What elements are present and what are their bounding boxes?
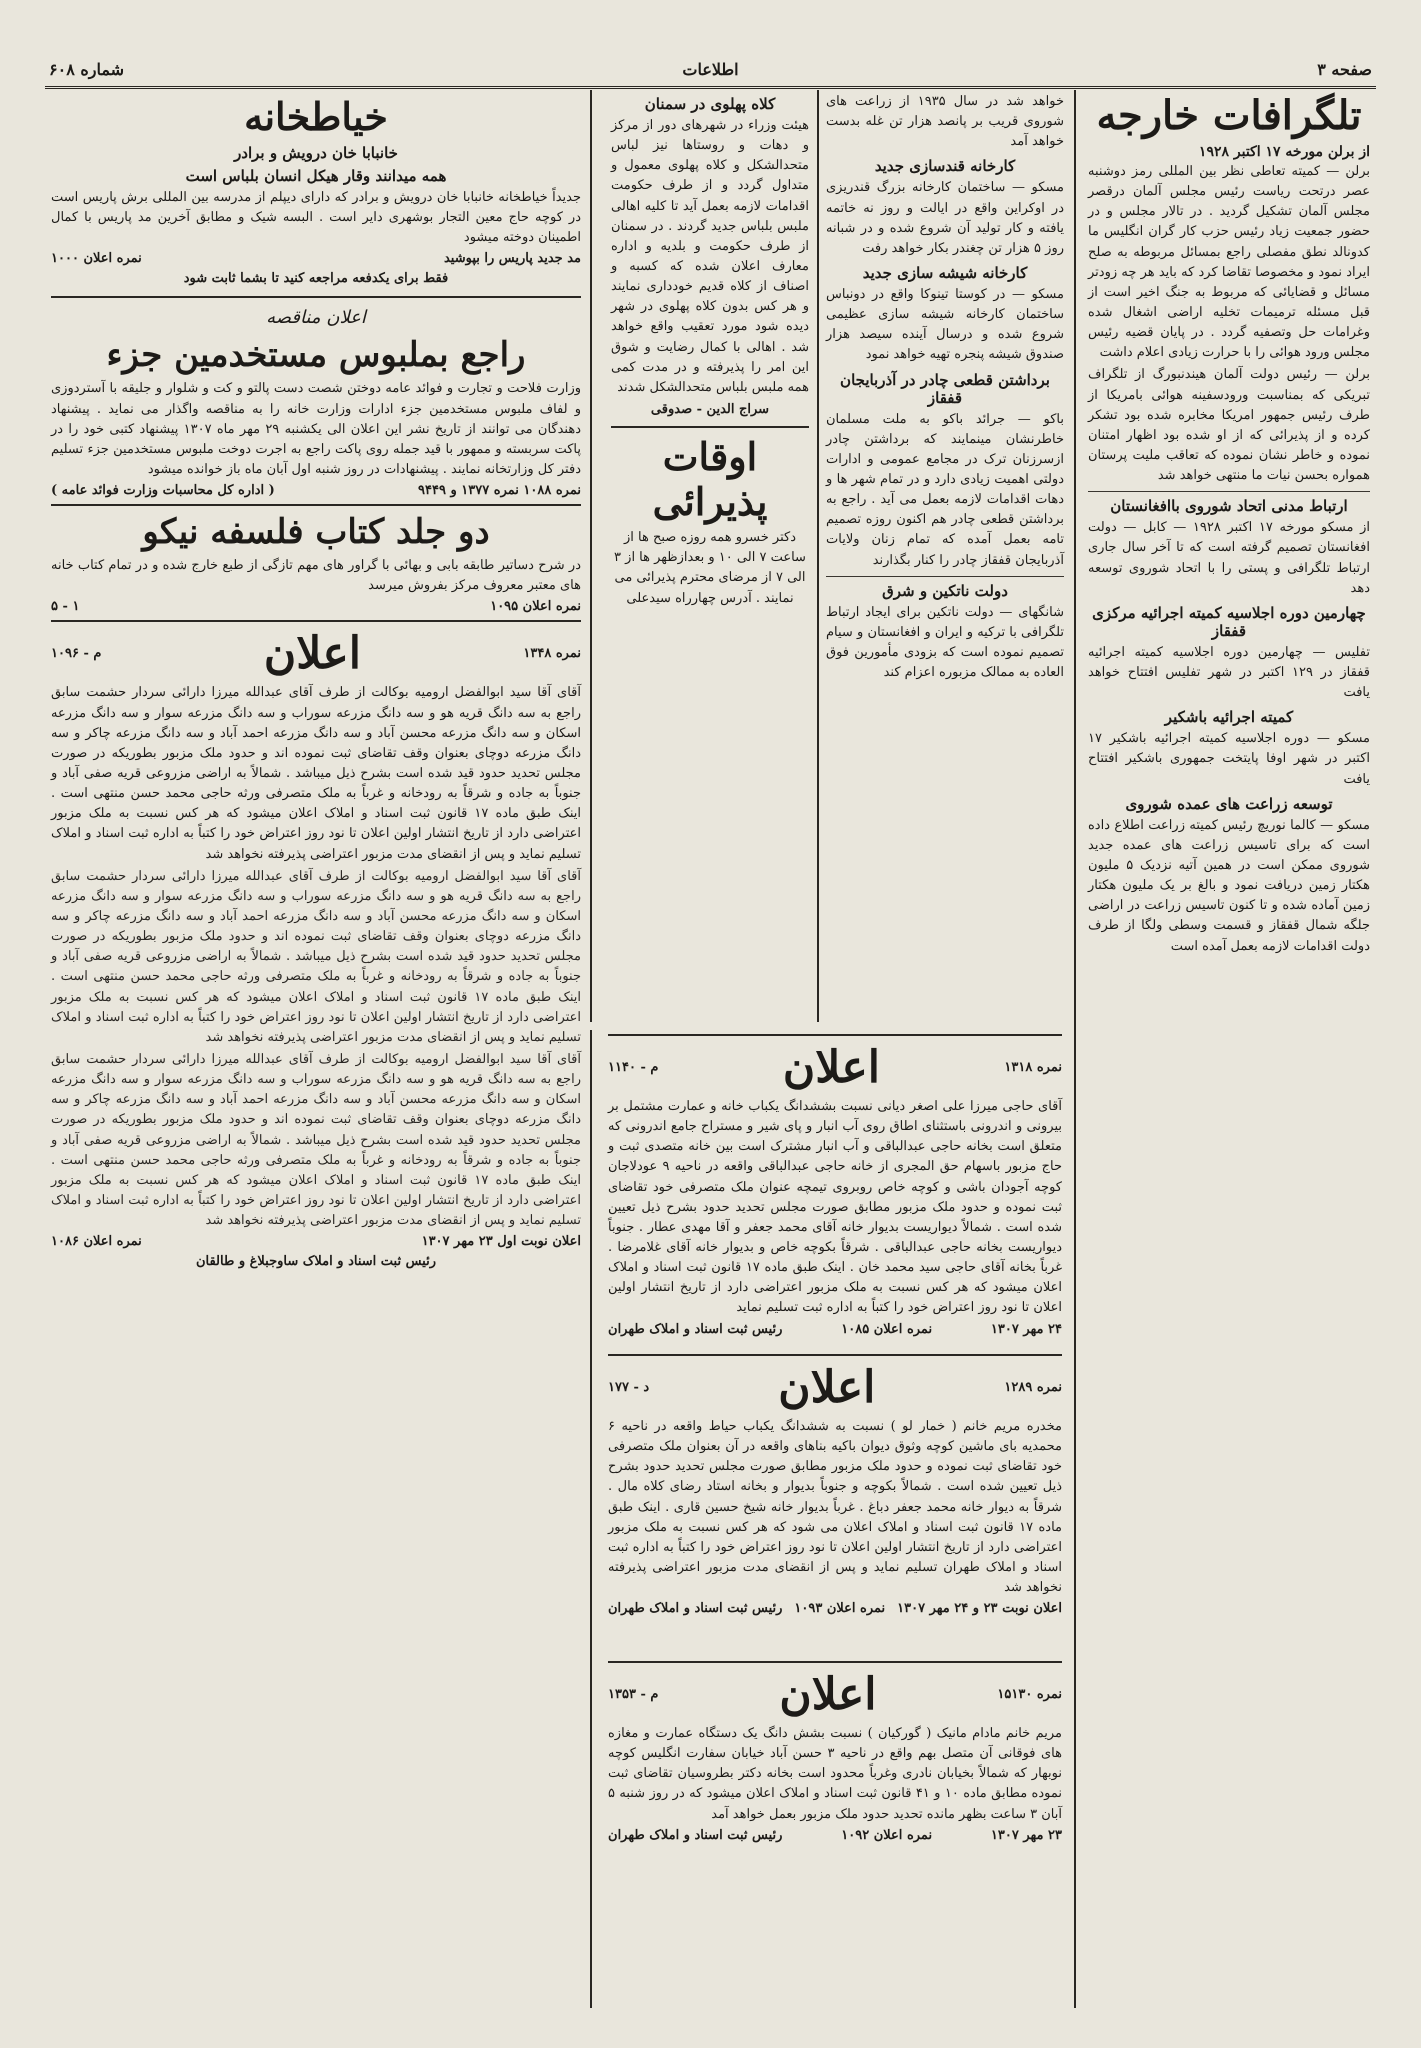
subheading: ارتباط مدنی اتحاد شوروی باافغانستان <box>1110 497 1348 516</box>
ad-title: دو جلد کتاب فلسفه نیکو <box>142 512 490 553</box>
ad-number: نمره اعلان ۱۰۸۶ <box>51 1234 142 1250</box>
ad-footer-row <box>608 1601 1062 1616</box>
ad-text: در شرح دساتیر طابقه بابی و بهائی با گراور های مهم تازگی از طبع خارج شده و در تمام کتاب خانه های معتبر معروف مرکز بفروش میرسد <box>51 558 581 594</box>
article-text: خواهد شد در سال ۱۹۳۵ از زراعت های شوروی قریب بر پانصد هزار تن غله بدست خواهد آمد <box>826 94 1065 150</box>
article-text: هیئت وزراء در شهرهای دور از مرکز و دهات و روستاها نیز لباس متحدالشکل و کلاه پهلوی معمول و متداول گردد و از طرف حکومت اقدامات لازمه بعمل آید تا کلیه اهالی ملبس بلباس جدید گردند . در سمنان از طرف حکومت و بلدیه و اداره معارف اعلان شده که کسبه و اصناف از کلاه قدیم خودداری نمایند و هر کس بدون کلاه پهلوی در شهر دیده شود مورد تعقیب واقع خواهد شد . اهالی با کمال رضایت و شوق این امر را پذیرفته و در مدت کمی همه ملبس بلباس متحدالشکل شدند <box>611 118 809 395</box>
column-rule <box>590 1030 592 2008</box>
ad-number: نمره ۱۰۸۸ نمره ۱۳۷۷ و ۹۴۴۹ <box>418 483 581 499</box>
article-text: باکو — جرائد باکو به ملت مسلمان خاطرنشان مینمایند که برداشتن چادر ازسرزنان ترک در مجامع عمومی و ادارات دولتی اهمیت زیادی دارد و در تمام شهر ها و دهات اقدامات لازمه بعمل می آید . راجع به برداشتن قطعی چادر هم اکنون روزه تصمیم تامه بعمل آمده که تمام زنان ولایات آذربایجان قفقاز چادر را کنار بگذارند <box>826 411 1064 568</box>
article-title: کلاه پهلوی در سمنان <box>644 95 776 113</box>
ad-subtitle: خانبابا خان درویش و برادر <box>234 144 398 162</box>
paper-name: اطلاعات <box>682 60 739 79</box>
wide-ad <box>600 1028 1070 1346</box>
ad-kicker: اعلان مناقصه <box>266 306 366 328</box>
ad-signature: رئیس ثبت اسناد و املاک طهران <box>608 1321 783 1337</box>
ad-footer: فقط برای یکدفعه مراجعه کنید تا بشما ثابت شود <box>183 271 449 287</box>
ad-signature: رئیس ثبت اسناد و املاک ساوجبلاغ و طالقان <box>195 1254 437 1270</box>
ad-text: آقای آقا سید ابوالفضل ارومیه بوکالت از طرف آقای عبدالله میرزا دارائی سردار حشمت سابق راجع به سه دانگ قریه هو و سه دانگ مزرعه سوراب و سه دانگ مزرعه سوار و سه دانگ مزرعه اسکان و سه دانگ مزرعه محسن آباد و سه دانگ مزرعه احمد آباد و سه دانگ مزرعه چاکر و سه دانگ مزرعه دوچای بعنوان وقف تقاضای ثبت نموده اند و حدود ملک مزبور بطوریکه در صورت مجلس تحدید حدود قید شده است بشرح ذیل میباشد . شمالاً به اراضی مزروعی قریه صفی آباد و جنوباً به جاده و شرقاً به رودخانه و غرباً به ملک متصرفی ورثه حاجی محمد حسن منتهی است . اینک طبق ماده ۱۷ قانون ثبت اسناد و املاک اعلان میشود که هر کس نسبت به ملک مزبور اعتراضی دارد از تاریخ انتشار اولین اعلان تا نود روز اعتراض خود را کتباً به اداره ثبت اسناد و املاک تسلیم نماید و پس از انقضای مدت مزبور اعتراضی پذیرفته نخواهد شد <box>51 868 582 1045</box>
wide-ad <box>600 1655 1070 2005</box>
masthead <box>45 56 1376 89</box>
news-column <box>605 90 815 1022</box>
ad-bold: مد جدید پاریس را بپوشید <box>443 251 581 267</box>
ad-footer-row <box>51 483 581 498</box>
news-column <box>820 90 1070 1022</box>
column-rule <box>817 90 819 1022</box>
ad-number: نمره ۱۳۱۸ <box>1004 1060 1062 1075</box>
ad-number: نمره اعلان ۱۰۰۰ <box>51 251 142 267</box>
section-title: تلگرافات خارجه <box>1096 92 1362 139</box>
ad-footer-row <box>608 1828 1062 1843</box>
ad-title: اعلان <box>782 1042 880 1093</box>
ad-footer-row <box>51 599 581 614</box>
ad-signature: ( اداره کل محاسبات وزارت فوائد عامه ) <box>51 483 275 499</box>
ad-text: آقای حاجی میرزا علی اصغر دیانی نسبت بششدانگ یکباب خانه و عمارت مشتمل بر بیرونی و اندرونی باستثنای اطاق روی آب انبار و پای شیر و مستراح جامع اندرونی که متعلق است بخانه حاجی عبدالباقی و آب انبار مشترک است بین خانه متصدی ثبت و حاج مزبور باسهام حق المجری از خانه حاجی عبدالباقی واقعه در ناحیه ۹ عودلاجان کوچه آجودان باشی و کوچه خاص روبروی تیمچه عنوان ملک متصرفی خود تقاضای ثبت نموده و حدود ملک مزبور مطابق صورت مجلس تحدید حدود بشرح ذیل تعیین شده است . شمالاً دیواریست بدیوار خانه آقای محمد جعفر و آقا مهدی عطار . جنوباً دیواریست بخانه حاجی عبدالباقی . شرقاً بکوچه خاص و بدیوار خانه آقای غلامرضا . غرباً بخانه آقای حاجی سید محمد خان . اینک طبق ماده ۱۷ قانون ثبت اسناد و املاک اعلان میشود که هر کس نسبت به ملک مزبور اعتراضی دارد از تاریخ انتشار اولین اعلان تا نود روز اعتراض خود را کتباً به اداره ثبت تسلیم نماید <box>608 1099 1062 1316</box>
ad-text: جدیداً خیاطخانه خانبابا خان درویش و برادر که دارای دیپلم از مدرسه بین المللی برش پاریس است در کوچه حاج معین التجار بوشهری دایر است . البسه شیک و مطابق آخرین مد پاریس با کمال اطمینان دوخته میشود <box>51 190 582 246</box>
ad-number: نمره اعلان ۱۰۹۵ <box>490 599 581 615</box>
ad-title: خیاطخانه <box>244 94 388 139</box>
ad-text: دکتر خسرو همه روزه صبح ها از ساعت ۷ الی ۱۰ و بعدازظهر ها از ۳ الی ۷ از مرضای محترم پذیرائی می نمایند . آدرس چهارراه سیدعلی <box>614 530 806 606</box>
subheading: کمیته اجرائیه باشکیر <box>1164 708 1294 727</box>
ad-header <box>51 628 581 679</box>
ad-header <box>608 1042 1062 1093</box>
article-text: تفلیس — چهارمین دوره اجلاسیه کمیته اجرائیه قفقاز در ۱۲۹ اکتبر در شهر تفلیس افتتاح خواهد یافت <box>1088 644 1370 701</box>
ad-text: مخدره مریم خانم ( خمار لو ) نسبت به ششدانگ یکباب حیاط واقعه در ناحیه ۶ محمدیه بای ماشین کوچه وثوق دیوان باکیه بناهای واقعه در آن بعنوان ملک متصرفی خود تقاضای ثبت نموده و حدود ملک مزبور مطابق صورت مجلس تحدید حدود بشرح ذیل تعیین شده است . شمالاً بکوچه و جنوباً بدیوار و بخانه استاد رضای کلاه مال . شرقاً به دیوار خانه محمد جعفر دباغ . غرباً بدیوار خانه شیخ حسین قاری . اینک طبق ماده ۱۷ قانون ثبت اسناد و املاک اعلان می شود که هر کس نسبت به ملک مزبور اعتراضی دارد از تاریخ انتشار اولین اعلان تا نود روز اعتراض خود را کتباً به اداره ثبت اسناد و املاک طهران تسلیم نماید و پس از انقضای مدت مزبور اعتراضی پذیرفته نخواهد شد <box>608 1419 1062 1596</box>
ad-header <box>608 1669 1062 1720</box>
ad-text: وزارت فلاحت و تجارت و فوائد عامه دوختن شصت دست پالتو و کت و شلوار و جلیقه با آستردوزی و لفاف ملبوس مستخدمین جزء ادارات وزارت خانه را به مناقصه واگذار می نماید . پیشنهاد دهندگان می توانند از تاریخ نشر این اعلان الی یکشنبه ۲۹ مهر ماه ۱۳۰۷ پیشنهاد کتبی خود را در پاکت سربسته و ممهور با قید جمله روی پاکت راجع به اجرت دوخت ملبوس مستخدمین جزء تسلیم دفتر کل وزارتخانه نمایند . پیشنهادات در روز شنبه اول آبان ماه باز خوانده میشود <box>51 381 581 478</box>
subheading: کارخانه شیشه سازی جدید <box>862 263 1028 282</box>
ad-code: م - ۱۱۴۰ <box>608 1060 659 1075</box>
article-text: از مسکو مورخه ۱۷ اکتبر ۱۹۲۸ — کابل — دولت افغانستان تصمیم گرفته است که تا آخر سال جاری ارتباط تلگرافی و پستی را با اتحاد شوروی توسعه دهد <box>1088 520 1370 596</box>
article-text: مسکو — ساختمان کارخانه بزرگ قندریزی در اوکراین واقع در ایالت و روز نه خاتمه یافته و کار تولید آن شروع شده و در شبانه روز ۵ هزار تن چغندر بکار خواهد رفت <box>826 180 1064 256</box>
ad-date: ۲۳ مهر ۱۳۰۷ <box>990 1827 1062 1843</box>
ad-number: نمره اعلان ۱۰۹۳ <box>794 1601 886 1617</box>
article-text: شانگهای — دولت ناتکین برای ایجاد ارتباط تلگرافی با ترکیه و ایران و افغانستان و سیام تصمیم نموده است که بزودی مأمورین فوق العاده به ممالک مزبوره اعزام کند <box>826 604 1064 681</box>
subheading: کارخانه قندسازی جدید <box>874 157 1016 176</box>
ad-title: اعلان <box>778 1362 876 1413</box>
ad-code: م - ۱۳۵۳ <box>608 1687 659 1702</box>
ad-code: د - ۱۷۷ <box>608 1380 650 1395</box>
ad-number: نمره ۱۲۸۹ <box>1004 1380 1062 1395</box>
article-text: برلن — کمیته تعاطی نظر بین المللی رمز دوشنبه عصر درتحت ریاست رئیس مجلس آلمان درقصر مجلس آلمان تشکیل گردید . در تالار مجلس و در حضور جمعیت زیاد رئیس حزب کار گران انگلیس ما کدونالد نطق مفصلی راجع بمسائل مربوطه به صلح ایراد نمود و مخصوصا تقاضا کرد که باید هر چه زودتر مسائل و قضایائی که مربوط به جنگ اخیر است از قبل مسئله ترمیمات تخلیه اراضی اشغال شده وغرامات حل وتصفیه گردد . در پایان قضیه رئیس مجلس ورود هوائی را با حرارت زیادی اعلام داشت <box>1088 164 1370 361</box>
article-signature: سراج الدین - صدوقی <box>650 401 770 417</box>
page-number: صفحه ۳ <box>1317 60 1372 79</box>
article-text: مسکو — در کوستا تینوکا واقع در دونباس ساختمان کارخانه شیشه سازی عظیمی شروع شده و درسال آینده سیصد هزار صندوق شیشه پنجره تهیه خواهد نمود <box>826 286 1064 363</box>
ad-number: نمره ۱۳۴۸ <box>523 646 581 662</box>
ad-title: اعلان <box>263 628 361 680</box>
ad-signature: رئیس ثبت اسناد و املاک طهران <box>608 1827 783 1843</box>
ad-date: اعلان نوبت ۲۳ و ۲۴ مهر ۱۳۰۷ <box>897 1601 1062 1617</box>
ad-subtitle: همه میدانند وقار هیکل انسان بلباس است <box>185 167 447 185</box>
subheading: توسعه زراعت های عمده شوروی <box>1125 794 1333 813</box>
dateline: از برلن مورخه ۱۷ اکتبر ۱۹۲۸ <box>1198 144 1370 160</box>
ad-footer-row <box>608 1322 1062 1337</box>
subheading: چهارمین دوره اجلاسیه کمیته اجرائیه مرکزی قفقاز <box>1092 603 1366 640</box>
article-text: برلن — رئیس دولت آلمان هیندنبورگ از تلگراف تبریکی که بمناسبت ورودسفینه هوائی بامریکا از طرف رئیس جمهور امریکا مخابره شده بود تشکر کرده و از پذیرائی که از او شده بود اظهار امتنان نموده و خاطر نشان نموده که تعاقب ملیت پرستان همواره بحسن نیات ما منتهی خواهد شد <box>1088 367 1370 484</box>
ad-text: آقای آقا سید ابوالفضل ارومیه بوکالت از طرف آقای عبدالله میرزا دارائی سردار حشمت سابق راجع به سه دانگ قریه هو و سه دانگ مزرعه سوراب و سه دانگ مزرعه سوار و سه دانگ مزرعه اسکان و سه دانگ مزرعه محسن آباد و سه دانگ مزرعه احمد آباد و سه دانگ مزرعه چاکر و سه دانگ مزرعه دوچای بعنوان وقف تقاضای ثبت نموده اند و حدود ملک مزبور بطوریکه در صورت مجلس تحدید حدود قید شده است بشرح ذیل میباشد . شمالاً به اراضی مزروعی قریه صفی آباد و جنوباً به جاده و شرقاً به رودخانه و غرباً به ملک متصرفی ورثه حاجی محمد حسن منتهی است . اینک طبق ماده ۱۷ قانون ثبت اسناد و املاک اعلان میشود که هر کس نسبت به ملک مزبور اعتراضی دارد از تاریخ انتشار اولین اعلان تا نود روز اعتراض خود را کتباً به اداره ثبت اسناد و املاک تسلیم نماید و پس از انقضای مدت مزبور اعتراضی پذیرفته نخواهد شد <box>51 1051 582 1229</box>
ad-number: نمره اعلان ۱۰۹۲ <box>841 1827 933 1843</box>
subheading: برداشتن قطعی چادر در آذربایجان قفقاز <box>840 370 1050 407</box>
ad-mark: ۱ - ۵ <box>51 599 80 615</box>
column-rule <box>1074 90 1076 2008</box>
ad-date: ۲۴ مهر ۱۳۰۷ <box>990 1321 1062 1337</box>
ad-title: اعلان <box>779 1669 877 1720</box>
ad-signature: رئیس ثبت اسناد و املاک طهران <box>608 1601 783 1617</box>
ad-text: مریم خانم مادام مانیک ( گورکیان ) نسبت بشش دانگ یک دستگاه عمارت و مغازه های فوقانی آن متصل بهم واقع در ناحیه ۳ حسن آباد خیابان سفارت انگلیس کوچه نوبهار که شمالاً بخیابان نادری وغرباً محدود است بخانه دکتر بطروسیان تقاضای ثبت نموده مطابق ماده ۱۰ و ۴۱ قانون ثبت اسناد و املاک اعلان میشود که در روز شنبه ۵ آبان ۳ ساعت بظهر مانده تحدید حدود ملک مزبور بعمل خواهد آمد <box>608 1726 1063 1822</box>
ad-footer-row <box>51 251 581 266</box>
ads-column <box>45 90 587 2008</box>
subheading: دولت ناتکین و شرق <box>882 581 1008 600</box>
column-rule <box>590 90 592 1022</box>
ad-header <box>608 1362 1062 1413</box>
article-text: مسکو — دوره اجلاسیه کمیته اجرائیه باشکیر ۱۷ اکتبر در شهر اوفا پایتخت جمهوری باشکیر افتتاح یافت <box>1088 731 1370 787</box>
ad-text: آقای آقا سید ابوالفضل ارومیه بوکالت از طرف آقای عبدالله میرزا دارائی سردار حشمت سابق راجع به سه دانگ قریه هو و سه دانگ مزرعه سوراب و سه دانگ مزرعه سوار و سه دانگ مزرعه اسکان و سه دانگ مزرعه محسن آباد و سه دانگ مزرعه احمد آباد و سه دانگ مزرعه چاکر و سه دانگ مزرعه دوچای بعنوان وقف تقاضای ثبت نموده اند و حدود ملک مزبور بطوریکه در صورت مجلس تحدید حدود قید شده است بشرح ذیل میباشد . شمالاً به اراضی مزروعی قریه صفی آباد و جنوباً به جاده و شرقاً به رودخانه و غرباً به ملک متصرفی ورثه حاجی محمد حسن منتهی است . اینک طبق ماده ۱۷ قانون ثبت اسناد و املاک اعلان میشود که هر کس نسبت به ملک مزبور اعتراضی دارد از تاریخ انتشار اولین اعلان تا نود روز اعتراض خود را کتباً به اداره ثبت اسناد و املاک تسلیم نماید و پس از انقضای مدت مزبور اعتراضی پذیرفته نخواهد شد <box>51 685 582 862</box>
article-text: مسکو — کالما نوریچ رئیس کمیته زراعت اطلاع داده است که برای تاسیس زراعت های عمده جدید شوروی ممکن است در همین آتیه نزدیک ۵ ملیون هکتار زمین دریافت نمود و بالغ بر یک ملیون هکتار زمین آماده شده و تا کنون تاسیس زراعت در اراضی جلگه شمال قفقاز و قسمت وسطی ولگا از طرف دولت اقدامات لازمه بعمل آمده است <box>1088 817 1370 954</box>
ad-date: اعلان نوبت اول ۲۳ مهر ۱۳۰۷ <box>421 1234 581 1250</box>
ad-title: اوقات پذیرائی <box>652 434 768 525</box>
ad-code: م - ۱۰۹۶ <box>51 646 102 662</box>
ad-title: راجع بملبوس مستخدمین جزء <box>106 335 526 376</box>
foreign-telegrams-column <box>1082 90 1376 2008</box>
ad-footer-row <box>51 1234 581 1249</box>
wide-ad <box>600 1348 1070 1653</box>
ad-number: نمره ۱۵۱۳۰ <box>997 1687 1062 1702</box>
issue-number: شماره ۶۰۸ <box>49 60 124 79</box>
ad-number: نمره اعلان ۱۰۸۵ <box>841 1321 933 1337</box>
